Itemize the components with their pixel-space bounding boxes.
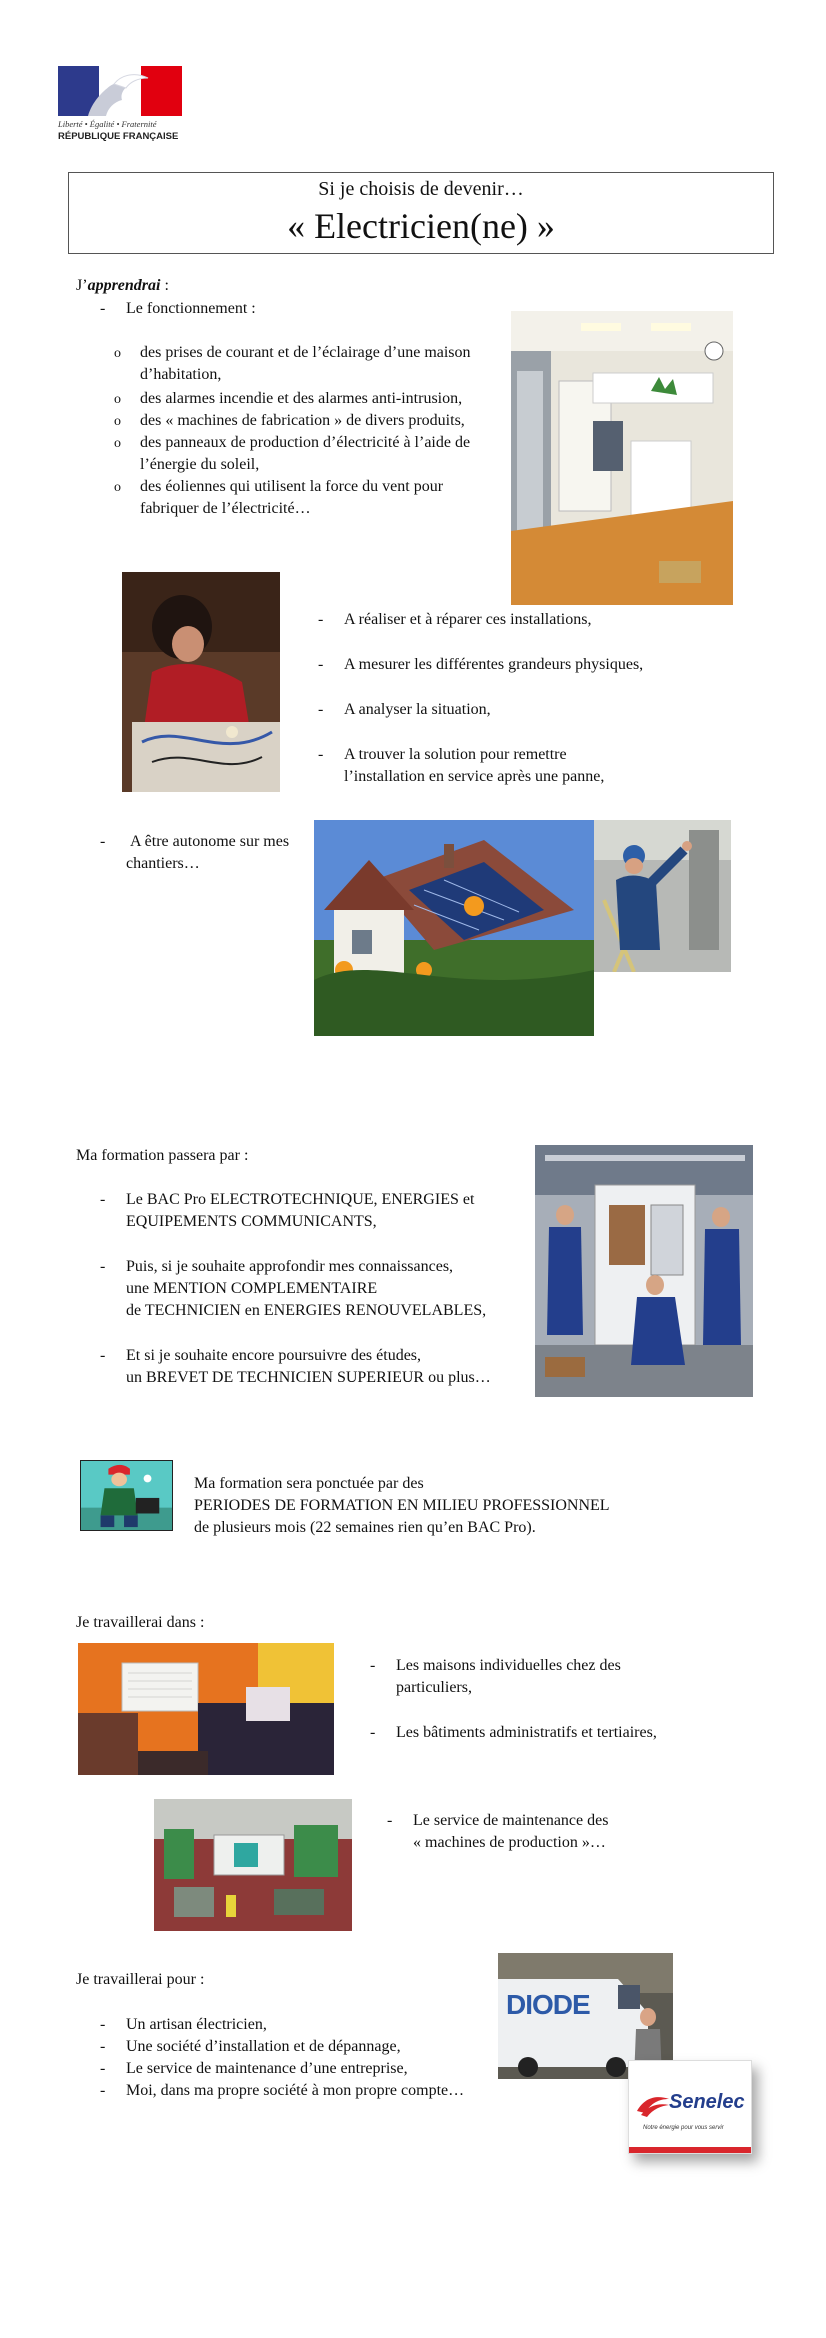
work-for-item: - Moi, dans ma propre société à mon propre compte…	[126, 2080, 464, 2102]
maintenance-item: - Le service de maintenance des « machines de production »…	[413, 1810, 608, 1854]
student-working-photo	[122, 572, 280, 792]
workshop-students-photo	[535, 1145, 753, 1397]
senelec-swoosh-icon	[635, 2091, 671, 2117]
learn-sub-item: o des éoliennes qui utilisent la force du vent pour fabriquer de l’électricité…	[140, 476, 505, 520]
work-for-item: - Une société d’installation et de dépannage,	[126, 2036, 401, 2058]
senelec-tagline: Notre énergie pour vous servir	[643, 2125, 724, 2131]
work-for-item: - Le service de maintenance d’une entreprise,	[126, 2058, 408, 2080]
work-in-item: - Les bâtiments administratifs et tertiaires,	[396, 1722, 657, 1744]
senelec-stripe	[629, 2147, 751, 2153]
work-for-heading: Je travaillerai pour :	[76, 1971, 205, 1988]
republique-francaise-logo	[58, 66, 186, 146]
work-in-heading: Je travaillerai dans :	[76, 1614, 205, 1631]
logo-motto: Liberté • Égalité • Fraternité	[58, 119, 157, 129]
living-room-photo	[78, 1643, 334, 1775]
solar-house-photo	[314, 820, 594, 1036]
logo-country: RÉPUBLIQUE FRANÇAISE	[58, 131, 179, 142]
learn-sub-item: o des alarmes incendie et des alarmes anti-intrusion,	[140, 388, 505, 410]
skill-item: - A analyser la situation,	[344, 699, 491, 721]
learn-heading-em: apprendrai	[87, 277, 161, 294]
learn-sub-item: o des panneaux de production d’électricité à l’aide de l’énergie du soleil,	[140, 432, 505, 476]
training-item: - Et si je souhaite encore poursuivre des études, un BREVET DE TECHNICIEN SUPERIEUR ou plus…	[126, 1345, 491, 1389]
learn-heading: J’apprendrai :	[76, 277, 169, 294]
learn-intro-item: - Le fonctionnement :	[126, 298, 256, 320]
page-title: « Electricien(ne) »	[287, 206, 555, 246]
worker-clipart	[80, 1460, 173, 1531]
pfmp-text: Ma formation sera ponctuée par des PERIODES DE FORMATION EN MILIEU PROFESSIONNEL de plusieurs mois (22 semaines rien qu’en BAC Pro).	[194, 1475, 610, 1536]
page-subtitle: Si je choisis de devenir…	[318, 178, 524, 200]
training-heading: Ma formation passera par :	[76, 1147, 249, 1164]
van-lettering: DIODE	[506, 1989, 590, 2020]
senelec-name: Senelec	[669, 2091, 745, 2113]
senelec-logo	[628, 2060, 752, 2154]
skill-item: - A mesurer les différentes grandeurs physiques,	[344, 654, 643, 676]
electrician-ladder-photo	[594, 820, 731, 972]
factory-floor-photo	[154, 1799, 352, 1931]
learn-sub-item: o des « machines de fabrication » de divers produits,	[140, 410, 505, 432]
title-box	[68, 172, 774, 254]
work-in-item: - Les maisons individuelles chez des particuliers,	[396, 1655, 621, 1699]
skill-item: - A réaliser et à réparer ces installations,	[344, 609, 591, 631]
learn-sub-item: o des prises de courant et de l’éclairage d’une maison d’habitation,	[140, 342, 505, 386]
skill-item: - A trouver la solution pour remettre l’installation en service après une panne,	[344, 744, 604, 788]
marianne-flag-icon	[58, 66, 182, 116]
training-item: - Le BAC Pro ELECTROTECHNIQUE, ENERGIES et EQUIPEMENTS COMMUNICANTS,	[126, 1189, 474, 1233]
training-item: - Puis, si je souhaite approfondir mes connaissances, une MENTION COMPLEMENTAIRE de TECHNICIEN en ENERGIES RENOUVELABLES,	[126, 1256, 486, 1322]
work-for-item: - Un artisan électricien,	[126, 2014, 267, 2036]
autonomy-item: - A être autonome sur mes chantiers…	[126, 831, 289, 875]
installation-room-photo	[511, 311, 733, 605]
